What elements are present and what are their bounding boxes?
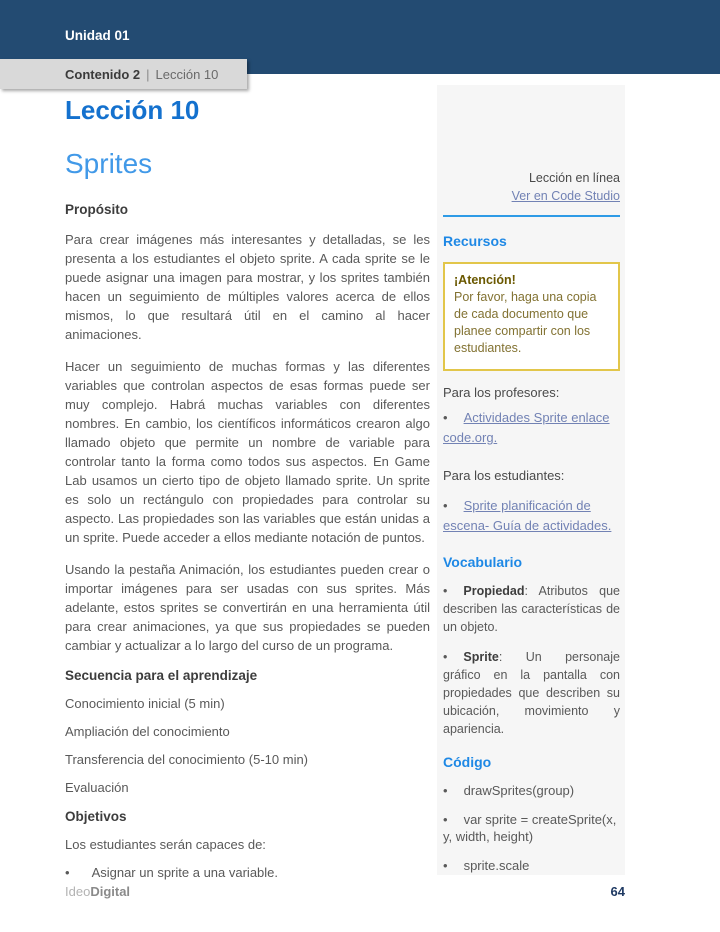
page-title: Lección 10 — [65, 95, 200, 125]
footer-brand — [65, 884, 130, 899]
sequence-heading: Secuencia para el aprendizaje — [65, 668, 258, 683]
attention-body: Por favor, haga una copia de cada documento que planee compartir con los estudiantes. — [454, 290, 597, 355]
vocabulary-item — [443, 648, 620, 738]
code-item — [443, 782, 620, 799]
brand-bold: Digital — [90, 884, 131, 899]
page-number: 64 — [610, 884, 625, 899]
code-item — [443, 857, 620, 874]
sequence-item: Evaluación — [65, 780, 129, 795]
breadcrumb-separator: | — [146, 66, 150, 82]
bullet-icon: • — [443, 783, 448, 798]
code-heading: Código — [443, 754, 492, 770]
sidebar — [437, 85, 625, 875]
attention-title: ¡Atención! — [454, 273, 516, 287]
vocab-definition: : Un personaje gráfico en la pantalla con propiedades que describen su ubicación, movimiento y apariencia. — [443, 650, 620, 736]
vocabulary-heading: Vocabulario — [443, 554, 523, 570]
vocab-term: Sprite — [463, 650, 499, 664]
teachers-resource-item — [443, 408, 620, 448]
teachers-resource-link[interactable]: Actividades Sprite enlace code.org. — [443, 410, 610, 445]
objectives-intro: Los estudiantes serán capaces de: — [65, 837, 266, 852]
vocab-term: Propiedad — [463, 584, 525, 598]
sidebar-divider — [443, 215, 620, 217]
purpose-paragraph-2: Hacer un seguimiento de muchas formas y las diferentes variables que controlan aspectos de esas formas puede ser muy complejo. Habrá muchas variables con diferentes nombres. En cambio, los científicos informáticos crearon algo llamado objeto que permite un nombre de variable para controlar tanto la forma como todos sus aspectos. En Game Lab usamos un cierto tipo de objeto llamado sprite. Un sprite es solo un rectángulo con propiedades para controlar su aspecto. Las propiedades son las variables que están unidas a un sprite. Puede acceder a ellos mediante notación de puntos. — [65, 359, 430, 545]
breadcrumb-content: Contenido 2 — [65, 66, 141, 82]
students-label: Para los estudiantes: — [443, 468, 565, 483]
code-item — [443, 811, 620, 845]
bullet-icon: • — [443, 410, 448, 425]
bullet-icon: • — [443, 650, 448, 664]
code-studio-link[interactable]: Ver en Code Studio — [511, 189, 620, 203]
vocabulary-item — [443, 582, 620, 636]
objectives-heading: Objetivos — [65, 809, 127, 824]
objectives-bullet-text: Asignar un sprite a una variable. — [91, 865, 279, 880]
online-lesson-block — [443, 169, 620, 205]
main-content — [65, 94, 430, 881]
page-subtitle: Sprites — [65, 148, 153, 179]
vocab-definition: : Atributos que describen las características de un objeto. — [443, 584, 620, 634]
objectives-bullet — [65, 865, 430, 881]
bullet-icon: • — [443, 858, 448, 873]
bullet-icon: • — [65, 865, 70, 880]
attention-box — [443, 262, 620, 371]
online-lesson-label: Lección en línea — [528, 171, 620, 185]
brand-light: Ideo — [65, 884, 91, 899]
sequence-item: Conocimiento inicial (5 min) — [65, 696, 225, 711]
purpose-paragraph-1: Para crear imágenes más interesantes y detalladas, se les presenta a los estudiantes el objeto sprite. A cada sprite se le puede asignar una imagen para mostrar, y los sprites también hacen un seguimiento de múltiples valores acerca de ellos mismos, lo que resultará útil en el camino al hacer animaciones. — [65, 232, 430, 342]
breadcrumb — [0, 59, 247, 89]
sequence-item: Ampliación del conocimiento — [65, 724, 230, 739]
code-item-text: sprite.scale — [463, 858, 530, 873]
teachers-label: Para los profesores: — [443, 385, 560, 400]
code-item-text: drawSprites(group) — [463, 783, 575, 798]
unit-label: Unidad 01 — [65, 28, 130, 43]
breadcrumb-lesson: Lección 10 — [155, 66, 219, 82]
bullet-icon: • — [443, 812, 448, 827]
resources-heading: Recursos — [443, 233, 507, 249]
purpose-heading: Propósito — [65, 202, 128, 217]
bullet-icon: • — [443, 584, 448, 598]
sequence-item: Transferencia del conocimiento (5-10 min) — [65, 752, 309, 767]
purpose-paragraph-3: Usando la pestaña Animación, los estudiantes pueden crear o importar imágenes para ser usadas con sus sprites. Más adelante, estos sprites se convertirán en una herramienta útil para crear animaciones, ya que sus propiedades se pueden cambiar y actualizar a lo largo del curso de un programa. — [65, 562, 430, 653]
students-resource-link[interactable]: Sprite planificación de escena- Guía de actividades. — [443, 498, 612, 533]
bullet-icon: • — [443, 498, 448, 513]
code-item-text: var sprite = createSprite(x, y, width, height) — [443, 812, 617, 844]
students-resource-item — [443, 496, 620, 536]
